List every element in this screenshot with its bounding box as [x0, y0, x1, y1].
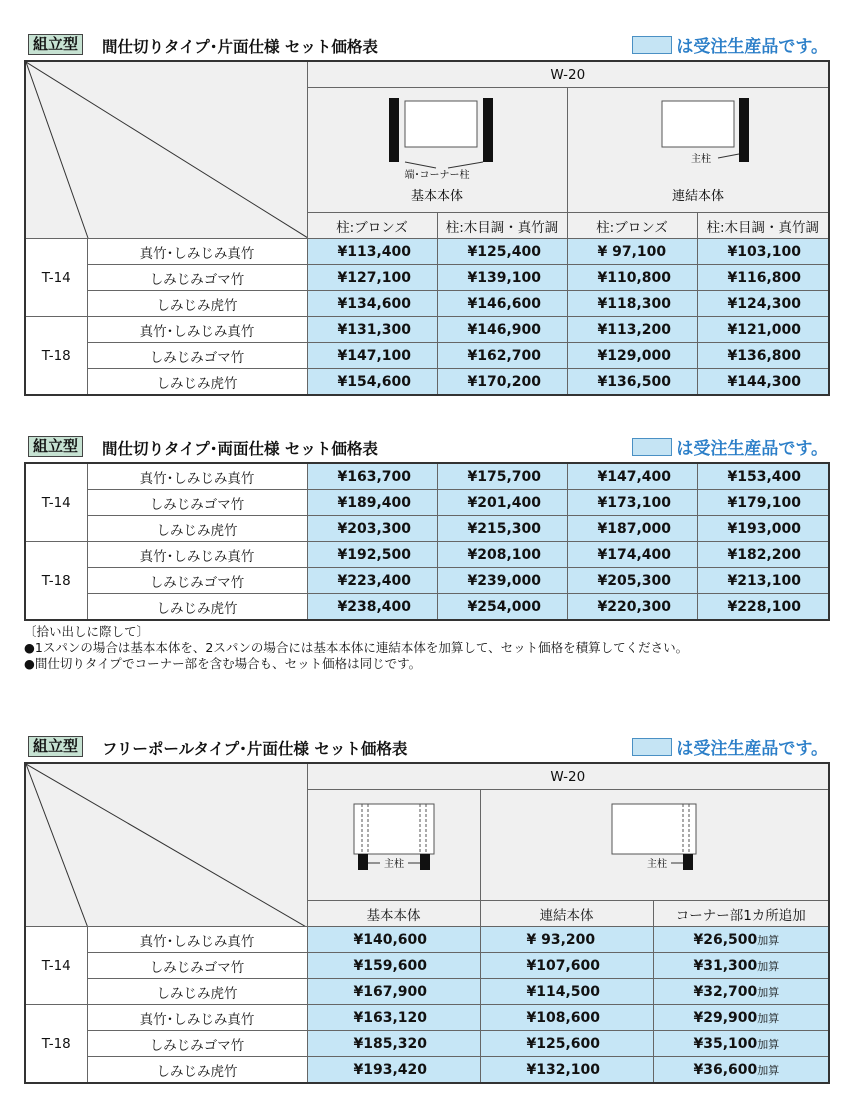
illus-label-basic: 主柱 — [383, 859, 404, 870]
w-label: W-20 — [307, 61, 829, 88]
addon-price: ¥29,900 — [693, 1009, 758, 1026]
price-cell-addon — [653, 927, 829, 953]
price-table-2 — [24, 462, 830, 621]
price-cell: ¥147,100 — [307, 343, 437, 369]
addon-price: ¥26,500 — [693, 931, 758, 948]
bamboo-type: しみじみ虎竹 — [87, 594, 307, 621]
column-header: 基本本体 — [307, 901, 480, 927]
price-cell: ¥215,300 — [437, 516, 567, 542]
diagonal-lines — [26, 62, 307, 238]
group-label-basic: 基本本体 — [410, 189, 463, 204]
bamboo-type: しみじみ虎竹 — [87, 1057, 307, 1084]
price-cell: ¥ 93,200 — [480, 927, 653, 953]
table-row — [25, 1031, 829, 1057]
price-cell: ¥228,100 — [697, 594, 829, 621]
column-header: 柱:木目調・真竹調 — [697, 213, 829, 239]
table-row — [25, 594, 829, 621]
price-cell: ¥107,600 — [480, 953, 653, 979]
addon-price: ¥31,300 — [693, 957, 758, 974]
price-cell: ¥193,420 — [307, 1057, 480, 1084]
legend-text: は受注生産品です。 — [676, 37, 828, 57]
assembly-type-badge: 組立型 — [28, 436, 83, 457]
price-cell: ¥175,700 — [437, 463, 567, 490]
price-cell: ¥192,500 — [307, 542, 437, 568]
price-cell: ¥131,300 — [307, 317, 437, 343]
group-label-connect: 連結本体 — [671, 189, 724, 204]
price-cell: ¥201,400 — [437, 490, 567, 516]
thickness-group: T-18 — [25, 542, 87, 621]
addon-suffix: 加算 — [757, 1037, 780, 1051]
thickness-group: T-14 — [25, 463, 87, 542]
section-title-row — [24, 434, 828, 458]
price-cell: ¥103,100 — [697, 239, 829, 265]
addon-suffix: 加算 — [757, 959, 780, 973]
addon-price: ¥36,600 — [693, 1061, 758, 1078]
note-item: ●間仕切りタイプでコーナー部を含む場合も、セット価格は同じです。 — [24, 656, 422, 671]
price-cell-addon — [653, 953, 829, 979]
corner-diagonal-cell — [25, 61, 307, 239]
section-free-pole-single — [24, 734, 828, 1090]
legend-swatch — [632, 438, 672, 456]
column-header: コーナー部1カ所追加 — [653, 901, 829, 927]
price-cell: ¥163,120 — [307, 1005, 480, 1031]
bamboo-type: 真竹･しみじみ真竹 — [87, 463, 307, 490]
bamboo-type: しみじみゴマ竹 — [87, 343, 307, 369]
basic-body-illustration — [307, 790, 480, 901]
bamboo-type: しみじみ虎竹 — [87, 369, 307, 396]
table-row — [25, 927, 829, 953]
table-row — [25, 979, 829, 1005]
table-row — [25, 291, 829, 317]
section-title: 間仕切りタイプ･片面仕様 セット価格表 — [102, 38, 378, 56]
basic-body-illustration — [307, 88, 567, 213]
price-cell: ¥254,000 — [437, 594, 567, 621]
table-row — [25, 516, 829, 542]
price-cell-addon — [653, 979, 829, 1005]
table-row — [25, 343, 829, 369]
column-header: 連結本体 — [480, 901, 653, 927]
order-legend — [632, 434, 828, 459]
section-title: 間仕切りタイプ･両面仕様 セット価格表 — [102, 440, 378, 458]
section-partition-single — [24, 32, 828, 392]
price-cell: ¥220,300 — [567, 594, 697, 621]
basic-body-diagram — [308, 790, 481, 900]
price-cell: ¥132,100 — [480, 1057, 653, 1084]
price-cell: ¥136,800 — [697, 343, 829, 369]
table-row — [25, 317, 829, 343]
illus-label-connect: 主柱 — [646, 859, 667, 870]
table-row — [25, 1005, 829, 1031]
price-cell: ¥187,000 — [567, 516, 697, 542]
bamboo-type: 真竹･しみじみ真竹 — [87, 317, 307, 343]
note-item: ●1スパンの場合は基本本体を、2スパンの場合には基本本体に連結本体を加算して、セット価格を積算してください。 — [24, 640, 689, 655]
bamboo-type: しみじみ虎竹 — [87, 516, 307, 542]
table-row — [25, 239, 829, 265]
price-cell: ¥147,400 — [567, 463, 697, 490]
price-cell: ¥139,100 — [437, 265, 567, 291]
price-cell: ¥124,300 — [697, 291, 829, 317]
table-row — [25, 568, 829, 594]
order-legend — [632, 32, 828, 57]
price-cell: ¥179,100 — [697, 490, 829, 516]
price-cell: ¥144,300 — [697, 369, 829, 396]
legend-swatch — [632, 738, 672, 756]
price-cell: ¥113,400 — [307, 239, 437, 265]
bamboo-type: 真竹･しみじみ真竹 — [87, 542, 307, 568]
price-cell: ¥134,600 — [307, 291, 437, 317]
table-row — [25, 265, 829, 291]
price-cell: ¥153,400 — [697, 463, 829, 490]
addon-price: ¥32,700 — [693, 983, 758, 1000]
connect-body-illustration — [567, 88, 829, 213]
addon-suffix: 加算 — [757, 1063, 780, 1077]
price-cell: ¥203,300 — [307, 516, 437, 542]
addon-suffix: 加算 — [757, 933, 780, 947]
illus-label-right: 主柱 — [690, 154, 711, 165]
price-cell: ¥208,100 — [437, 542, 567, 568]
legend-text: は受注生産品です。 — [676, 739, 828, 759]
price-table-1 — [24, 60, 830, 396]
price-cell: ¥125,400 — [437, 239, 567, 265]
table-row — [25, 542, 829, 568]
price-cell: ¥239,000 — [437, 568, 567, 594]
price-cell: ¥113,200 — [567, 317, 697, 343]
column-header: 柱:ブロンズ — [307, 213, 437, 239]
bamboo-type: しみじみゴマ竹 — [87, 265, 307, 291]
price-cell: ¥173,100 — [567, 490, 697, 516]
basic-body-diagram — [308, 88, 566, 212]
bamboo-type: しみじみ虎竹 — [87, 291, 307, 317]
section-title: フリーポールタイプ･片面仕様 セット価格表 — [102, 740, 408, 758]
notes-block — [24, 624, 688, 672]
table-row — [25, 369, 829, 396]
thickness-group: T-14 — [25, 239, 87, 317]
bamboo-type: しみじみゴマ竹 — [87, 953, 307, 979]
price-cell: ¥146,900 — [437, 317, 567, 343]
price-cell: ¥140,600 — [307, 927, 480, 953]
connect-body-illustration — [480, 790, 829, 901]
assembly-type-badge: 組立型 — [28, 34, 83, 55]
section-partition-double — [24, 434, 828, 620]
connect-body-diagram — [568, 88, 828, 212]
price-cell: ¥170,200 — [437, 369, 567, 396]
column-header: 柱:木目調・真竹調 — [437, 213, 567, 239]
price-table-3 — [24, 762, 830, 1084]
legend-swatch — [632, 36, 672, 54]
price-cell: ¥136,500 — [567, 369, 697, 396]
addon-price: ¥35,100 — [693, 1035, 758, 1052]
price-cell: ¥174,400 — [567, 542, 697, 568]
price-cell: ¥121,000 — [697, 317, 829, 343]
price-cell: ¥238,400 — [307, 594, 437, 621]
bamboo-type: しみじみゴマ竹 — [87, 490, 307, 516]
bamboo-type: しみじみ虎竹 — [87, 979, 307, 1005]
price-cell: ¥205,300 — [567, 568, 697, 594]
w-label: W-20 — [307, 763, 829, 790]
price-cell: ¥185,320 — [307, 1031, 480, 1057]
bamboo-type: 真竹･しみじみ真竹 — [87, 927, 307, 953]
column-header: 柱:ブロンズ — [567, 213, 697, 239]
table-row — [25, 1057, 829, 1084]
price-cell: ¥127,100 — [307, 265, 437, 291]
price-cell: ¥167,900 — [307, 979, 480, 1005]
price-cell-addon — [653, 1057, 829, 1084]
bamboo-type: 真竹･しみじみ真竹 — [87, 239, 307, 265]
price-cell: ¥129,000 — [567, 343, 697, 369]
price-cell: ¥163,700 — [307, 463, 437, 490]
thickness-group: T-18 — [25, 317, 87, 396]
section-title-row — [24, 734, 828, 758]
price-cell-addon — [653, 1005, 829, 1031]
notes-heading: 〔拾い出しに際して〕 — [24, 624, 150, 639]
section-title-row — [24, 32, 828, 56]
price-cell: ¥213,100 — [697, 568, 829, 594]
price-cell: ¥ 97,100 — [567, 239, 697, 265]
price-cell: ¥154,600 — [307, 369, 437, 396]
addon-suffix: 加算 — [757, 985, 780, 999]
bamboo-type: 真竹･しみじみ真竹 — [87, 1005, 307, 1031]
corner-diagonal-cell — [25, 763, 307, 927]
assembly-type-badge: 組立型 — [28, 736, 83, 757]
price-cell: ¥114,500 — [480, 979, 653, 1005]
order-legend — [632, 734, 828, 759]
thickness-group: T-18 — [25, 1005, 87, 1084]
bamboo-type: しみじみゴマ竹 — [87, 1031, 307, 1057]
price-cell: ¥189,400 — [307, 490, 437, 516]
price-cell: ¥116,800 — [697, 265, 829, 291]
price-cell: ¥110,800 — [567, 265, 697, 291]
price-cell-addon — [653, 1031, 829, 1057]
price-cell: ¥146,600 — [437, 291, 567, 317]
price-cell: ¥193,000 — [697, 516, 829, 542]
price-cell: ¥125,600 — [480, 1031, 653, 1057]
table-row — [25, 953, 829, 979]
legend-text: は受注生産品です。 — [676, 439, 828, 459]
bamboo-type: しみじみゴマ竹 — [87, 568, 307, 594]
connect-body-diagram — [481, 790, 830, 900]
table-row — [25, 463, 829, 490]
price-cell: ¥182,200 — [697, 542, 829, 568]
price-cell: ¥108,600 — [480, 1005, 653, 1031]
table-row — [25, 490, 829, 516]
price-cell: ¥159,600 — [307, 953, 480, 979]
thickness-group: T-14 — [25, 927, 87, 1005]
price-cell: ¥162,700 — [437, 343, 567, 369]
price-cell: ¥118,300 — [567, 291, 697, 317]
diagonal-lines — [26, 764, 307, 927]
illus-label-left: 端･コーナー柱 — [404, 170, 469, 181]
addon-suffix: 加算 — [757, 1011, 780, 1025]
price-cell: ¥223,400 — [307, 568, 437, 594]
